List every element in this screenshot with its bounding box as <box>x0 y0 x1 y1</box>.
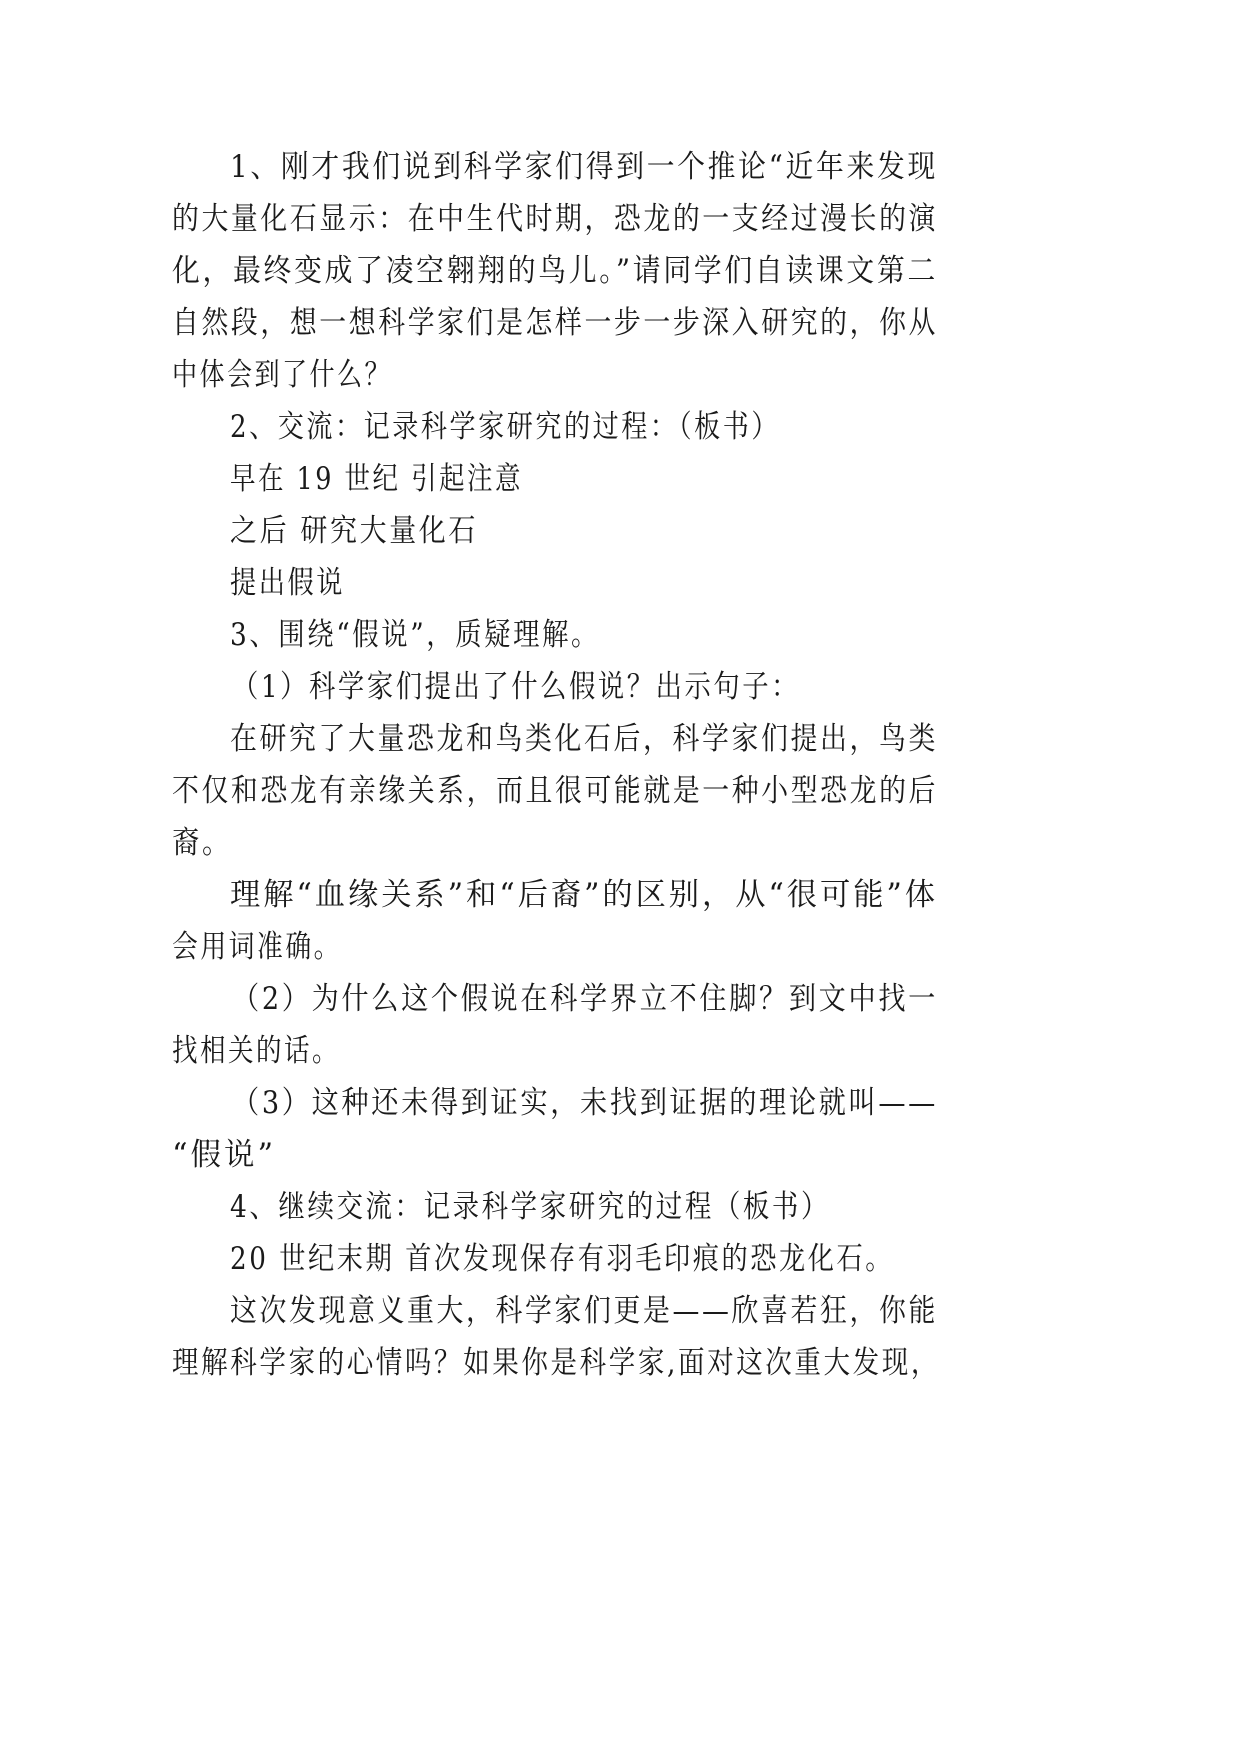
line-text: 会用词准确。 <box>172 929 342 965</box>
paragraph-line <box>0 398 1241 456</box>
line-text: 自然段，想一想科学家们是怎样一步一步深入研究的，你从 <box>172 305 938 341</box>
paragraph-line <box>0 1178 1241 1236</box>
line-text: 化，最终变成了凌空翱翔的鸟儿。”请同学们自读课文第二 <box>172 253 938 289</box>
line-text: 不仅和恐龙有亲缘关系，而且很可能就是一种小型恐龙的后 <box>172 773 938 809</box>
line-text: 3、围绕“假说”，质疑理解。 <box>230 617 600 653</box>
line-text: 在研究了大量恐龙和鸟类化石后，科学家们提出，鸟类 <box>230 721 938 757</box>
line-text: 20 世纪末期 首次发现保存有羽毛印痕的恐龙化石。 <box>230 1241 894 1277</box>
paragraph-line <box>0 138 1241 196</box>
line-text: 找相关的话。 <box>172 1033 340 1069</box>
paragraph-line <box>0 710 1241 768</box>
paragraph-line <box>0 918 1241 976</box>
paragraph-line <box>0 762 1241 820</box>
paragraph-line <box>0 1230 1241 1288</box>
paragraph-line <box>0 346 1241 404</box>
paragraph-line <box>0 1022 1241 1080</box>
line-text: （1）科学家们提出了什么假说？出示句子： <box>232 669 800 705</box>
line-text: （2）为什么这个假说在科学界立不住脚？到文中找一 <box>232 981 938 1017</box>
paragraph-line <box>0 554 1241 612</box>
line-text: 4、继续交流：记录科学家研究的过程（板书） <box>230 1189 830 1225</box>
line-text: 的大量化石显示：在中生代时期，恐龙的一支经过漫长的演 <box>172 201 938 237</box>
paragraph-line <box>0 294 1241 352</box>
paragraph-line <box>0 190 1241 248</box>
line-text: 早在 19 世纪 引起注意 <box>230 461 523 497</box>
paragraph-line <box>0 658 1241 716</box>
paragraph-line <box>0 814 1241 872</box>
line-text: 理解“血缘关系”和“后裔”的区别，从“很可能”体 <box>230 877 938 913</box>
line-text: 之后 研究大量化石 <box>230 513 478 549</box>
paragraph-line <box>0 866 1241 924</box>
paragraph-line <box>0 1074 1241 1132</box>
paragraph-line <box>0 502 1241 560</box>
paragraph-line <box>0 1282 1241 1340</box>
line-text: 裔。 <box>172 825 232 861</box>
line-text: 提出假说 <box>230 565 345 601</box>
paragraph-line <box>0 450 1241 508</box>
line-text: 这次发现意义重大，科学家们更是——欣喜若狂，你能 <box>230 1293 938 1329</box>
paragraph-line <box>0 1334 1241 1392</box>
line-text: 2、交流：记录科学家研究的过程：（板书） <box>230 409 780 445</box>
line-text: 理解科学家的心情吗？如果你是科学家,面对这次重大发现， <box>172 1345 940 1381</box>
paragraph-line <box>0 970 1241 1028</box>
line-text: “假说” <box>172 1137 276 1173</box>
paragraph-line <box>0 606 1241 664</box>
paragraph-line <box>0 1126 1241 1184</box>
line-text: 中体会到了什么？ <box>172 357 392 393</box>
line-text: 1、刚才我们说到科学家们得到一个推论“近年来发现 <box>230 149 938 185</box>
line-text: （3）这种还未得到证实，未找到证据的理论就叫—— <box>232 1085 938 1121</box>
paragraph-line <box>0 242 1241 300</box>
